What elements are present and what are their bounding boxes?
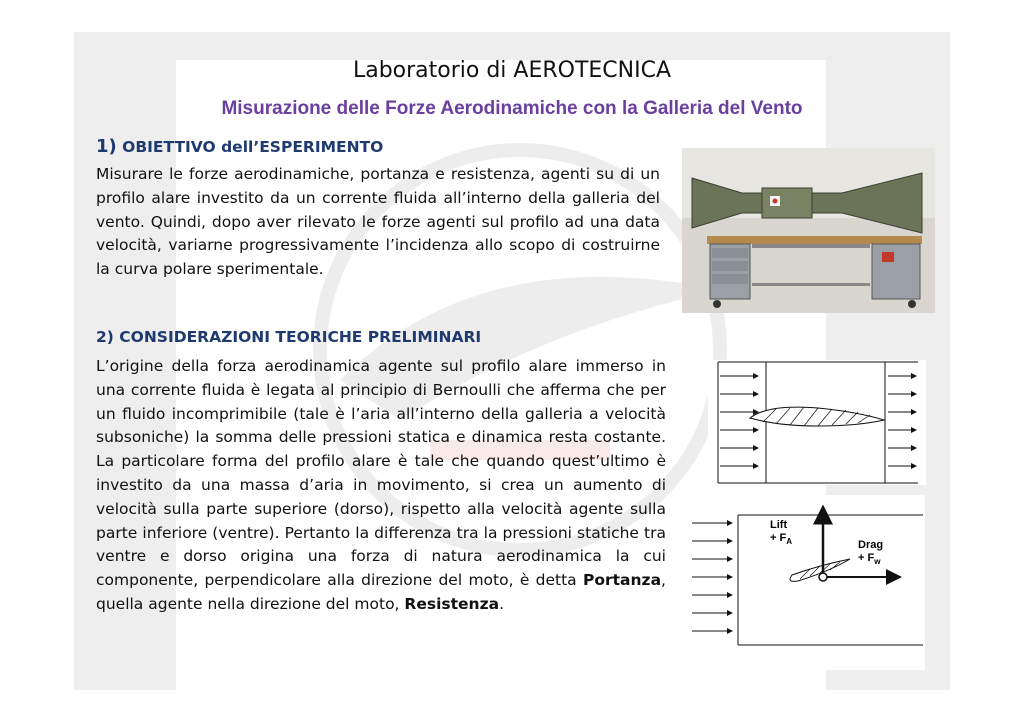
lift-drag-diagram bbox=[690, 495, 925, 670]
page-title: Laboratorio di AEROTECNICA bbox=[352, 58, 672, 83]
lift-label bbox=[770, 519, 792, 548]
section1-number: 1) bbox=[96, 136, 117, 157]
resistenza-term: Resistenza bbox=[404, 594, 500, 613]
section2-mid: , quella agente nella direzione del moto, bbox=[96, 571, 666, 613]
section2-text bbox=[96, 355, 666, 617]
section2-heading: 2) CONSIDERAZIONI TEORICHE PRELIMINARI bbox=[96, 328, 482, 346]
section1-heading bbox=[96, 136, 383, 157]
portanza-term: Portanza bbox=[583, 571, 662, 590]
section2-body: L’origine della forza aerodinamica agente sul profilo alare immerso in una corrente fluida è legata al principio di Bernoulli che afferma che per un fluido incomprimibile (tale è l’aria all’interno della galleria a velocità subsoniche) la somma delle pressioni statica e dinamica resta costante. La particolare forma del profilo alare è tale che quando quest’ultimo è investito da una massa d’aria in movimento, si crea un aumento di velocità sulla parte superiore (dorso), rispetto alla velocità agente sulla parte inferiore (ventre). Pertanto la differenza tra la pressioni statiche tra ventre e dorso origina una forza di natura aerodinamica la cui componente, perpendicolare alla direzione del moto, è detta bbox=[96, 357, 666, 590]
wind-tunnel-photo bbox=[682, 148, 935, 313]
drag-word: Drag bbox=[858, 539, 884, 551]
lift-word: Lift bbox=[770, 519, 788, 531]
airfoil-flow-diagram bbox=[708, 360, 926, 485]
drag-label bbox=[858, 539, 883, 568]
lift-force bbox=[770, 532, 792, 548]
drag-force-text: + F bbox=[858, 552, 875, 564]
lift-subscript: A bbox=[786, 537, 792, 547]
drag-force bbox=[858, 552, 883, 568]
lift-drag-drawing bbox=[690, 495, 925, 670]
section1-text: Misurare le forze aerodinamiche, portanza e resistenza, agenti su di un profilo alare investito da un corrente fluida all’interno della galleria del vento. Quindi, dopo aver rilevato le forze agenti sul profilo ad una data velocità, variarne progressivamente l’incidenza allo scopo di costruirne la curva polare sperimentale. bbox=[96, 165, 660, 279]
drag-subscript: w bbox=[874, 557, 881, 567]
section1-title: OBIETTIVO dell’ESPERIMENTO bbox=[122, 138, 384, 156]
lift-force-text: + F bbox=[770, 532, 787, 544]
section2-end: . bbox=[499, 594, 505, 613]
page-subtitle: Misurazione delle Forze Aerodinamiche con la Galleria del Vento bbox=[221, 98, 803, 119]
